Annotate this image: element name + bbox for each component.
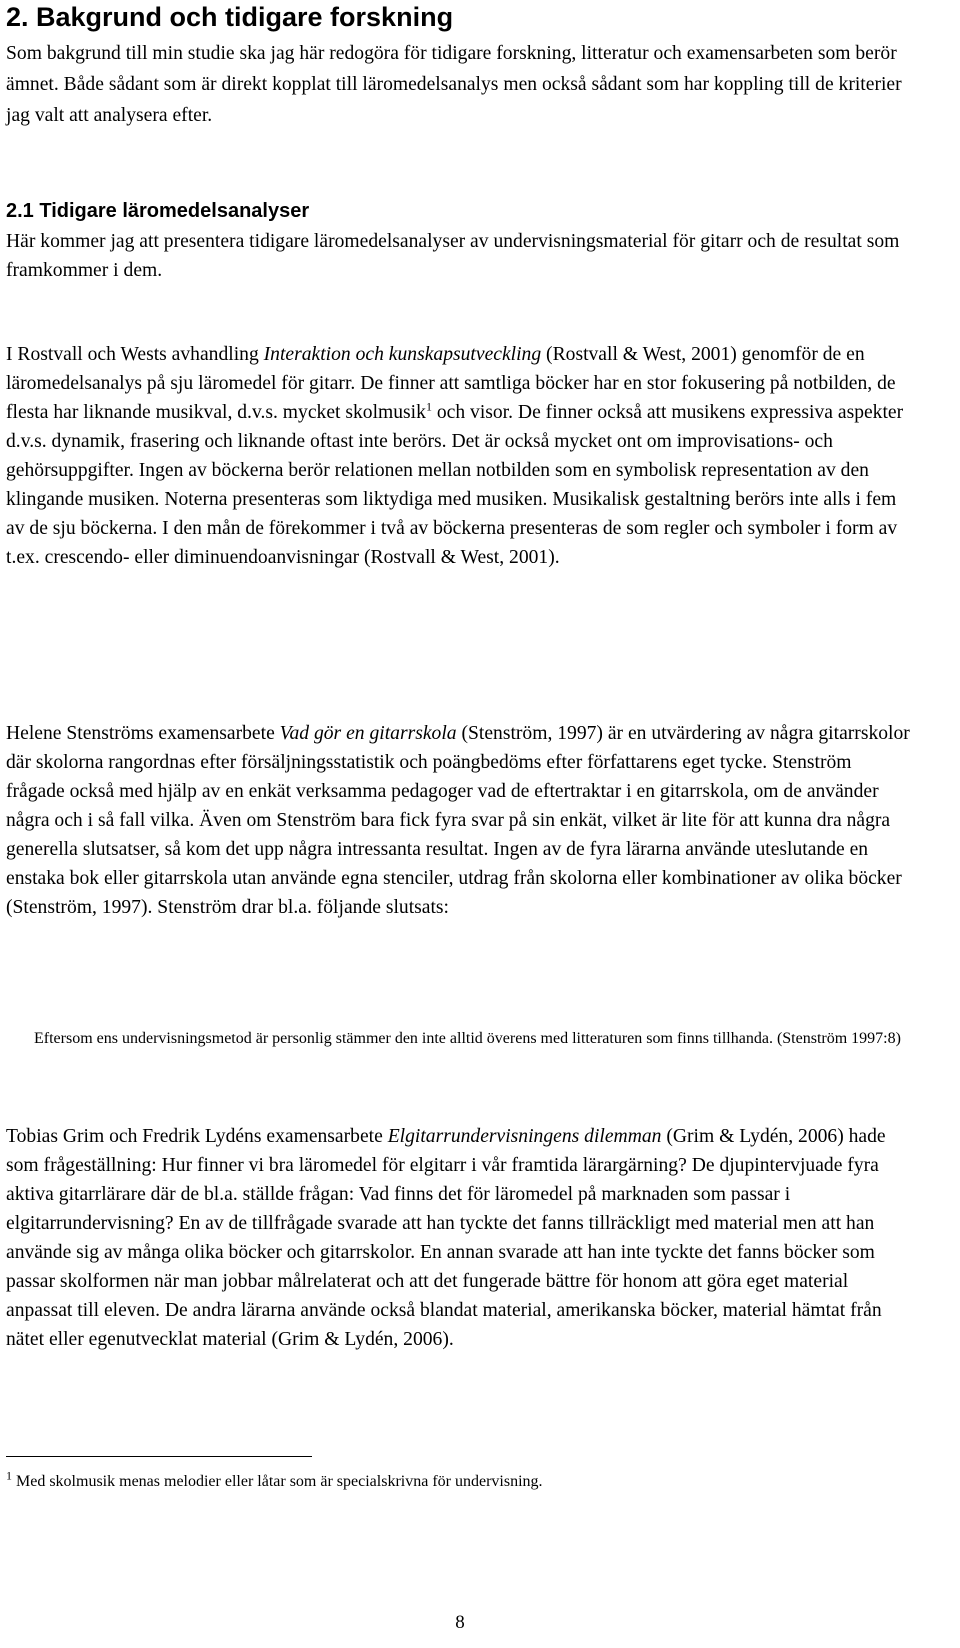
paragraph-rostvall (6, 340, 912, 572)
footnote-reference: 1 (425, 399, 432, 414)
section-intro: Som bakgrund till min studie ska jag här redogöra för tidigare forskning, litteratur och examensarbeten som berör ämnet. Både sådant som är direkt kopplat till läromedelsanalys men också sådant som har koppling till de kriterier jag valt att analysera efter. (6, 43, 902, 126)
paragraph-text: och visor. De finner också att musikens expressiva aspekter d.v.s. dynamik, frasering och liknande oftast inte berörs. Det är också mycket ont om improvisations- och gehörsuppgifter. Ingen av böckerna berör relationen mellan notbilden som en symbolisk representation av den klingande musiken. Noterna presenteras som liktydiga med musiken. Musikalisk gestaltning berörs inte alls i fem av de sju böckerna. I den mån de förekommer i två av böckerna presenteras de som regler och symboler i form av t.ex. crescendo- eller diminuendoanvisningar (Rostvall & West, 2001). (6, 402, 904, 568)
work-title: Elgitarrundervisningens dilemman (387, 1126, 662, 1147)
work-title: Vad gör en gitarrskola (279, 723, 457, 744)
footnote (6, 1468, 912, 1492)
page-number: 8 (455, 1612, 465, 1633)
paragraph-text: Tobias Grim och Fredrik Lydéns examensarbete (6, 1126, 388, 1147)
work-title: Interaktion och kunskapsutveckling (263, 344, 542, 365)
subsection-intro: Här kommer jag att presentera tidigare läromedelsanalyser av undervisningsmaterial för gitarr och de resultat som framkommer i dem. (6, 231, 900, 281)
section-heading: 2. Bakgrund och tidigare forskning (6, 2, 454, 32)
paragraph-text: (Rostvall & West, 2001) genomför de en läromedelsanalys på sju läromedel för gitarr. De finner att samtliga böcker har en stor fokusering på notbilden, de flesta har liknande musikval, d.v.s. mycket skolmusik (6, 344, 896, 423)
footnote-text: Med skolmusik menas melodier eller låtar som är specialskrivna för undervisning. (12, 1473, 543, 1490)
paragraph-text: (Grim & Lydén, 2006) hade som frågeställning: Hur finner vi bra läromedel för elgitarr i vår framtida lärargärning? De djupintervjuade fyra aktiva gitarrlärare där de bl.a. ställde frågan: Vad finns det för läromedel på marknaden som passar i elgitarrundervisning? En av de tillfrågade svarade att han tyckte det fanns tillräckligt med material men att han använde sig av många olika böcker och gitarrskolor. En annan svarade att han inte tyckte det fanns böcker som passar skolformen när man jobbar målrelaterat och att det fungerade bättre för honom att göra eget material anpassat till eleven. De andra lärarna använde också blandat material, amerikanska böcker, material hämtat från nätet eller egenutvecklat material (Grim & Lydén, 2006). (6, 1126, 886, 1350)
block-quote: Eftersom ens undervisningsmetod är personlig stämmer den inte alltid överens med litteraturen som finns tillhanda. (Stenström 1997:8) (34, 1030, 901, 1047)
footnote-separator (6, 1456, 312, 1457)
paragraph-text: I Rostvall och Wests avhandling (6, 344, 264, 365)
paragraph-grim (6, 1122, 912, 1354)
paragraph-stenstrom (6, 719, 912, 922)
footnote-marker: 1 (6, 1468, 12, 1483)
subsection-heading: 2.1 Tidigare läromedelsanalyser (6, 200, 310, 222)
paragraph-text: Helene Stenströms examensarbete (6, 723, 280, 744)
paragraph-text: (Stenström, 1997) är en utvärdering av några gitarrskolor där skolorna rangordnas efter försäljningsstatistik och poängbedöms efter författarens eget tycke. Stenström frågade också med hjälp av en enkät verksamma pedagoger vad de eftertraktar i en gitarrskola, om de använder några och i så fall vilka. Även om Stenström bara fick fyra svar på sin enkät, vilket är lite för att kunna dra några generella slutsatser, så kom det upp några intressanta resultat. Ingen av de fyra lärarna använde uteslutande en enstaka bok eller gitarrskola utan använde egna stenciler, utdrag från skolorna eller kombinationer av olika böcker (Stenström, 1997). Stenström drar bl.a. följande slutsats: (6, 723, 910, 918)
